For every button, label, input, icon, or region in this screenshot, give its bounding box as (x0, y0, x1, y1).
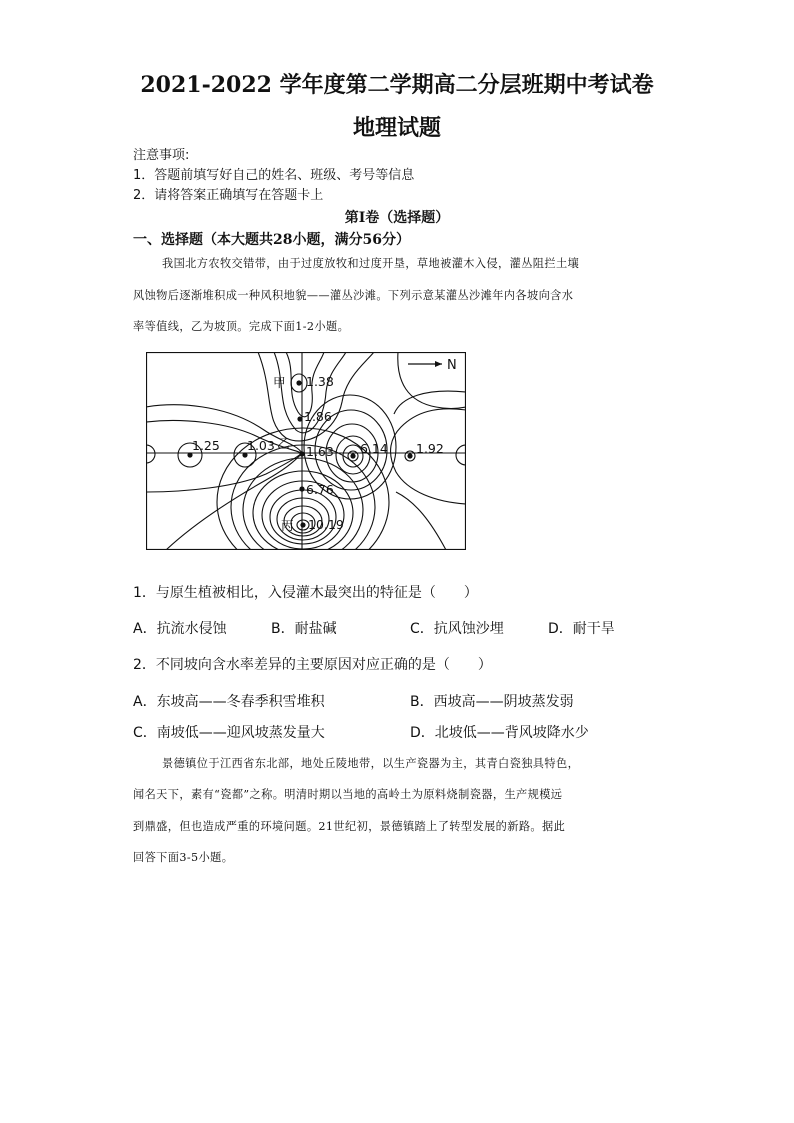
passage-line: 到鼎盛，但也造成严重的环境问题。21世纪初，景德镇踏上了转型发展的新路。据此 (133, 820, 566, 833)
sample-point (299, 486, 304, 491)
sample-point (350, 453, 355, 458)
question-stem: 2．不同坡向含水率差异的主要原因对应正确的是（ ） (133, 657, 492, 673)
option-d: D．北坡低——背风坡降水少 (410, 725, 589, 741)
note-item: 2．请将答案正确填写在答题卡上 (133, 188, 324, 203)
part-title: 第I卷（选择题） (344, 210, 450, 226)
point-value: 1.86 (304, 409, 332, 424)
point-name-jia: 甲 (273, 375, 286, 390)
sample-point (300, 522, 305, 527)
point-name-yi: 乙 (277, 436, 290, 451)
notes-heading: 注意事项: (133, 148, 190, 163)
point-value: 1.25 (192, 438, 220, 453)
sample-point (297, 416, 302, 421)
sample-point (407, 453, 412, 458)
sample-point (242, 452, 247, 457)
passage-line: 我国北方农牧交错带，由于过度放牧和过度开垦，草地被灌木入侵，灌丛阻拦土壤 (162, 257, 580, 270)
exam-subtitle: 地理试题 (352, 115, 441, 141)
passage-line: 风蚀物后逐渐堆积成一种风积地貌——灌丛沙滩。下列示意某灌丛沙滩年内各坡向含水 (133, 289, 574, 302)
option-a: A．东坡高——冬春季积雪堆积 (133, 694, 325, 710)
section-heading: 一、选择题（本大题共28小题，满分56分） (133, 232, 410, 248)
passage-line: 率等值线，乙为坡顶。完成下面1-2小题。 (133, 320, 350, 333)
option-b: B．西坡高——阴坡蒸发弱 (410, 694, 574, 710)
passage-line: 景德镇位于江西省东北部，地处丘陵地带，以生产瓷器为主，其青白瓷独具特色， (162, 757, 580, 770)
passage-line: 闻名天下，素有“瓷都”之称。明清时期以当地的高岭土为原料烧制瓷器，生产规模远 (133, 788, 563, 801)
question-stem: 1．与原生植被相比，入侵灌木最突出的特征是（ ） (133, 585, 478, 601)
sample-point (187, 452, 192, 457)
point-value: 1.03 (247, 438, 275, 453)
point-name-bing: 丙 (281, 518, 294, 533)
point-value: 6.14 (360, 441, 388, 456)
contour-map (146, 352, 466, 550)
option-a: A．抗流水侵蚀 (133, 621, 227, 637)
option-c: C．南坡低——迎风坡蒸发量大 (133, 725, 325, 741)
option-c: C．抗风蚀沙埋 (410, 621, 504, 637)
option-b: B．耐盐碱 (271, 621, 337, 637)
point-value: 1.38 (306, 374, 334, 389)
option-d: D．耐干旱 (548, 621, 615, 637)
sample-point (299, 451, 304, 456)
passage-line: 回答下面3-5小题。 (133, 851, 234, 864)
point-value: 6.76 (306, 482, 334, 497)
point-value: 1.63 (306, 444, 334, 459)
note-item: 1．答题前填写好自己的姓名、班级、考号等信息 (133, 168, 415, 183)
north-label: N (447, 358, 457, 373)
point-value: 1.92 (416, 441, 444, 456)
point-value: 10.19 (308, 517, 344, 532)
sample-point (296, 380, 301, 385)
exam-title: 2021-2022 学年度第二学期高二分层班期中考试卷 (140, 72, 654, 98)
